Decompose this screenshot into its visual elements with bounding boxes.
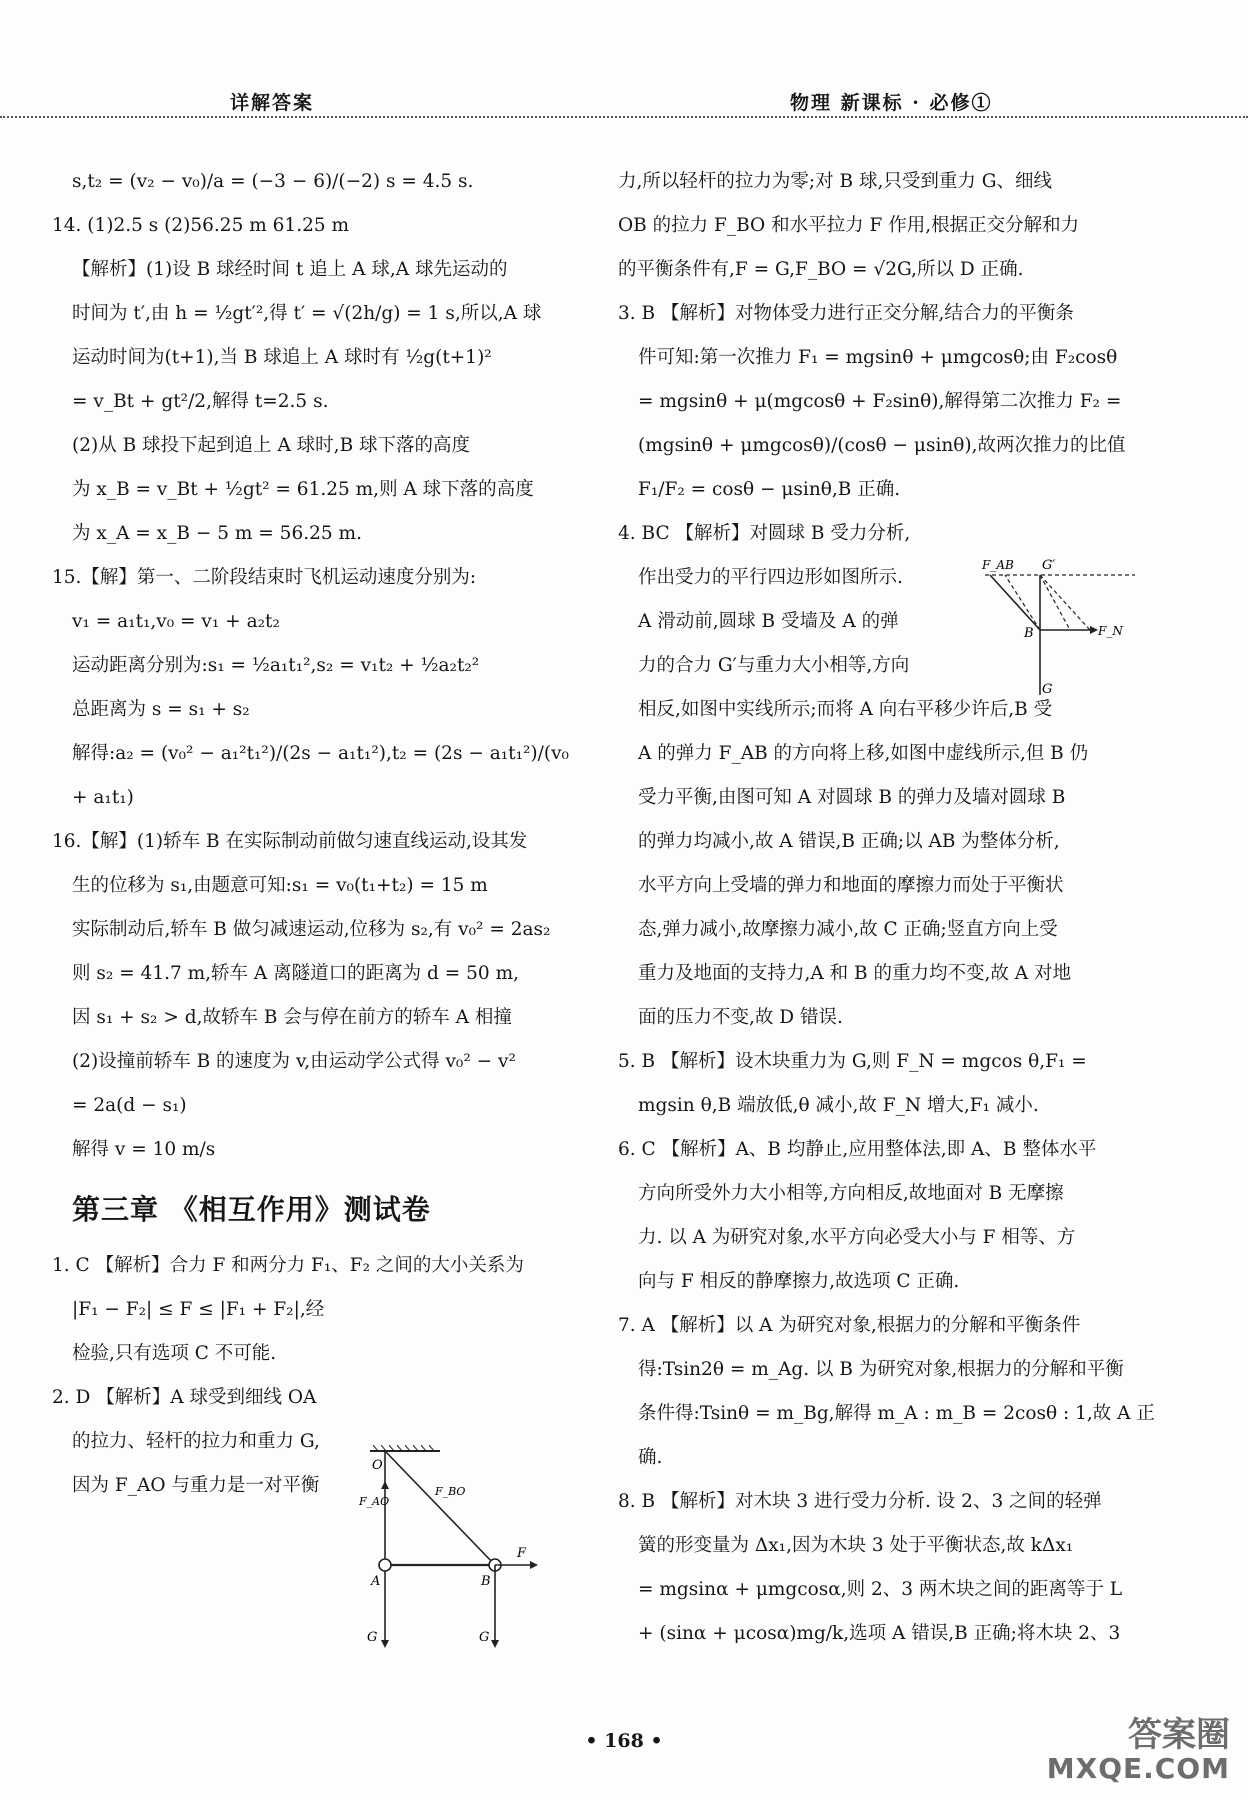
text-line: |F₁ − F₂| ≤ F ≤ |F₁ + F₂|,经: [72, 1299, 325, 1320]
chapter3-question-1: 1. C 【解析】合力 F 和两分力 F₁、F₂ 之间的大小关系为: [52, 1255, 524, 1276]
header-right: 物理 新课标 · 必修①: [790, 92, 993, 114]
arrow-icon: [381, 1640, 389, 1648]
label-b: B: [1024, 626, 1034, 641]
label-g-b: G: [479, 1630, 490, 1645]
text-line: 运动距离分别为:s₁ = ½a₁t₁²,s₂ = v₁t₂ + ½a₂t₂²: [72, 655, 480, 676]
text-line: 态,弹力减小,故摩擦力减小,故 C 正确;竖直方向上受: [638, 919, 1058, 940]
arrow-icon: [530, 1561, 538, 1569]
text-line: 水平方向上受墙的弹力和地面的摩擦力而处于平衡状: [638, 875, 1064, 896]
text-line: 则 s₂ = 41.7 m,轿车 A 离隧道口的距离为 d = 50 m,: [72, 963, 520, 984]
text-line: 条件得:Tsinθ = m_Bg,解得 m_A : m_B = 2cosθ : 1,故 A 正确.: [638, 1403, 1155, 1468]
arrow-icon: [1090, 626, 1098, 634]
label-f: F: [517, 1546, 527, 1561]
label-fbo: F_BO: [435, 1485, 466, 1498]
ball-a: [379, 1559, 391, 1571]
question-4-answer: 4. BC 【解析】对圆球 B 受力分析,: [618, 523, 911, 544]
label-b: B: [481, 1574, 491, 1589]
text-line: 因 s₁ + s₂ > d,故轿车 B 会与停在前方的轿车 A 相撞: [72, 1007, 512, 1028]
force-parallelogram-figure: [980, 555, 1140, 705]
question-16-answer: 16.【解】(1)轿车 B 在实际制动前做匀速直线运动,设其发: [52, 831, 528, 852]
text-line: 为 x_A = x_B − 5 m = 56.25 m.: [72, 523, 362, 544]
arrow-icon: [491, 1640, 499, 1648]
text-line: A 滑动前,圆球 B 受墙及 A 的弹: [638, 611, 899, 632]
watermark-text: 答案圈: [1128, 1715, 1230, 1755]
text-line: 的平衡条件有,F = G,F_BO = √2G,所以 D 正确.: [618, 259, 1024, 280]
label-g-a: G: [367, 1630, 378, 1645]
text-line: 向与 F 相反的静摩擦力,故选项 C 正确.: [638, 1271, 960, 1292]
header-left: 详解答案: [230, 92, 315, 114]
text-line: A 的弹力 F_AB 的方向将上移,如图中虚线所示,但 B 仍: [638, 743, 1089, 764]
text-line: 解得:a₂ = (v₀² − a₁²t₁²)/(2s − a₁t₁²),t₂ = (2s − a₁t₁²)/(v₀ + a₁t₁): [72, 743, 569, 808]
text-line: 解得 v = 10 m/s: [72, 1139, 216, 1160]
label-g: G: [1042, 682, 1053, 697]
text-line: 受力平衡,由图可知 A 对圆球 B 的弹力及墙对圆球 B: [638, 787, 1066, 808]
label-fn: F_N: [1098, 624, 1123, 638]
text-line: 相反,如图中实线所示;而将 A 向右平移少许后,B 受: [638, 699, 1053, 720]
watermark-url: MXQE.COM: [1046, 1752, 1230, 1785]
text-line: 生的位移为 s₁,由题意可知:s₁ = v₀(t₁+t₂) = 15 m: [72, 875, 488, 896]
text-line: 方向所受外力大小相等,方向相反,故地面对 B 无摩擦: [638, 1183, 1064, 1204]
text-line: (2)从 B 球投下起到追上 A 球时,B 球下落的高度: [72, 435, 471, 456]
text-line: (mgsinθ + μmgcosθ)/(cosθ − μsinθ),故两次推力的比值: [638, 435, 1126, 456]
question-3-answer: 3. B 【解析】对物体受力进行正交分解,结合力的平衡条: [618, 303, 1074, 324]
string-ob: [385, 1451, 495, 1565]
label-gprime: G′: [1042, 558, 1056, 573]
page-number: • 168 •: [585, 1730, 663, 1752]
text-line: 重力及地面的支持力,A 和 B 的重力均不变,故 A 对地: [638, 963, 1071, 984]
text-line: 的弹力均减小,故 A 错误,B 正确;以 AB 为整体分析,: [638, 831, 1060, 852]
text-line: = v_Bt + gt²/2,解得 t=2.5 s.: [72, 391, 329, 412]
arrow-icon: [381, 1481, 389, 1489]
text-line: v₁ = a₁t₁,v₀ = v₁ + a₂t₂: [72, 611, 280, 632]
label-fao: F_AO: [359, 1495, 390, 1508]
text-line: 面的压力不变,故 D 错误.: [638, 1007, 843, 1028]
text-line: 簧的形变量为 Δx₁,因为木块 3 处于平衡状态,故 kΔx₁: [638, 1535, 1074, 1556]
question-6-answer: 6. C 【解析】A、B 均静止,应用整体法,即 A、B 整体水平: [618, 1139, 1097, 1160]
text-line: 力. 以 A 为研究对象,水平方向必受大小与 F 相等、方: [638, 1227, 1076, 1248]
label-o: O: [372, 1458, 383, 1473]
text-line: 因为 F_AO 与重力是一对平衡: [72, 1475, 320, 1496]
fab-dashed-line: [1005, 575, 1040, 630]
text-line: 力,所以轻杆的拉力为零;对 B 球,只受到重力 G、细线: [618, 171, 1053, 192]
parallel-dashed-2: [1040, 575, 1090, 630]
text-line: + (sinα + μcosα)mg/k,选项 A 错误,B 正确;将木块 2、3: [638, 1623, 1121, 1644]
text-line: 时间为 t′,由 h = ½gt′²,得 t′ = √(2h/g) = 1 s,所以,A 球: [72, 303, 542, 324]
text-line: 作出受力的平行四边形如图所示.: [638, 567, 903, 588]
text-line: s,t₂ = (v₂ − v₀)/a = (−3 − 6)/(−2) s = 4.5 s.: [72, 171, 474, 192]
label-a: A: [371, 1574, 381, 1589]
text-line: 实际制动后,轿车 B 做匀减速运动,位移为 s₂,有 v₀² = 2as₂: [72, 919, 551, 940]
question-5-answer: 5. B 【解析】设木块重力为 G,则 F_N = mgcos θ,F₁ =: [618, 1051, 1087, 1072]
question-7-answer: 7. A 【解析】以 A 为研究对象,根据力的分解和平衡条件: [618, 1315, 1081, 1336]
header-rule: [0, 116, 1248, 118]
text-line: OB 的拉力 F_BO 和水平拉力 F 作用,根据正交分解和力: [618, 215, 1080, 236]
text-line: (2)设撞前轿车 B 的速度为 v,由运动学公式得 v₀² − v²: [72, 1051, 516, 1072]
text-line: F₁/F₂ = cosθ − μsinθ,B 正确.: [638, 479, 901, 500]
right-column: [618, 160, 1178, 1656]
text-line: 得:Tsin2θ = m_Ag. 以 B 为研究对象,根据力的分解和平衡: [638, 1359, 1124, 1380]
text-line: = mgsinα + μmgcosα,则 2、3 两木块之间的距离等于 L: [638, 1579, 1123, 1600]
text-line: = 2a(d − s₁): [72, 1095, 187, 1116]
text-line: = mgsinθ + μ(mgcosθ + F₂sinθ),解得第二次推力 F₂ =: [638, 391, 1122, 412]
watermark-logo: [1046, 1715, 1230, 1786]
question-14-answer: 14. (1)2.5 s (2)56.25 m 61.25 m: [52, 215, 350, 236]
label-fab: F_AB: [982, 558, 1014, 572]
text-line: 为 x_B = v_Bt + ½gt² = 61.25 m,则 A 球下落的高度: [72, 479, 534, 500]
text-line: 【解析】(1)设 B 球经时间 t 追上 A 球,A 球先运动的: [72, 259, 508, 280]
text-line: 总距离为 s = s₁ + s₂: [72, 699, 250, 720]
question-8-answer: 8. B 【解析】对木块 3 进行受力分析. 设 2、3 之间的轻弹: [618, 1491, 1102, 1512]
text-line: 件可知:第一次推力 F₁ = mgsinθ + μmgcosθ;由 F₂cosθ: [638, 347, 1118, 368]
left-column: [52, 160, 572, 1508]
rod-string-figure: [345, 1445, 545, 1650]
text-line: 的拉力、轻杆的拉力和重力 G,: [72, 1431, 320, 1452]
text-line: 运动时间为(t+1),当 B 球追上 A 球时有 ½g(t+1)²: [72, 347, 492, 368]
text-line: 检验,只有选项 C 不可能.: [72, 1343, 277, 1364]
question-15-answer: 15.【解】第一、二阶段结束时飞机运动速度分别为:: [52, 567, 477, 588]
chapter3-question-2: 2. D 【解析】A 球受到细线 OA: [52, 1387, 317, 1408]
text-line: 力的合力 G′与重力大小相等,方向: [638, 655, 910, 676]
text-line: mgsin θ,B 端放低,θ 减小,故 F_N 增大,F₁ 减小.: [638, 1095, 1039, 1116]
chapter-title: 第三章 《相互作用》测试卷: [72, 1193, 431, 1226]
